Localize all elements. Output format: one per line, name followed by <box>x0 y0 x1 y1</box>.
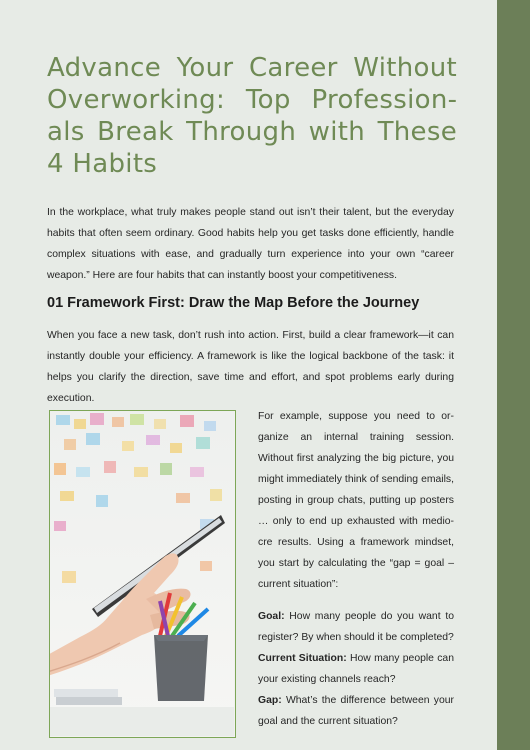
example-column <box>258 406 454 732</box>
article-photo <box>49 410 236 738</box>
decorative-side-bar <box>497 0 530 750</box>
gap-text: What’s the difference between your goal and the current situation? <box>258 695 454 727</box>
example-paragraph: For example, suppose you need to organize an internal training session. Without first analyzing the big picture, you might immediately think of sending emails, posting in group chats, putting up posters … only to end up exhausted with mediocre results. Using a framework mindset, you start by calculating the “gap = goal – current situation”: <box>258 411 454 590</box>
section-body-paragraph: When you face a new task, don’t rush into action. First, build a clear framework—it can instantly double your efficiency. A framework is like the logical backbone of the task: it helps you clarify the direction, save time and effort, and spot problems early during execution. <box>47 330 454 404</box>
goal-text: How many people do you want to register? By when should it be completed? <box>258 611 454 643</box>
current-situation-item <box>258 648 454 690</box>
page-title: Advance Your Career Without Overworking: Top Professionals Break Through with These 4 Habits <box>47 53 457 179</box>
gap-label: Gap: <box>258 695 282 706</box>
intro-paragraph: In the workplace, what truly makes people stand out isn’t their talent, but the everyday habits that often seem ordinary. Good habits help you get tasks done efficiently, handle complex situations with ease, and gradually turn experience into your own “career weapon.” Here are four habits that can instantly boost your competitiveness. <box>47 207 454 281</box>
gap-item <box>258 690 454 732</box>
current-situation-text: How many people can your existing channels reach? <box>258 653 454 685</box>
current-situation-label: Current Situation: <box>258 653 347 664</box>
section-heading: 01 Framework First: Draw the Map Before the Journey <box>47 295 420 311</box>
goal-item <box>258 606 454 648</box>
goal-label: Goal: <box>258 611 285 622</box>
hand-holding-tablet-illustration <box>50 411 234 736</box>
